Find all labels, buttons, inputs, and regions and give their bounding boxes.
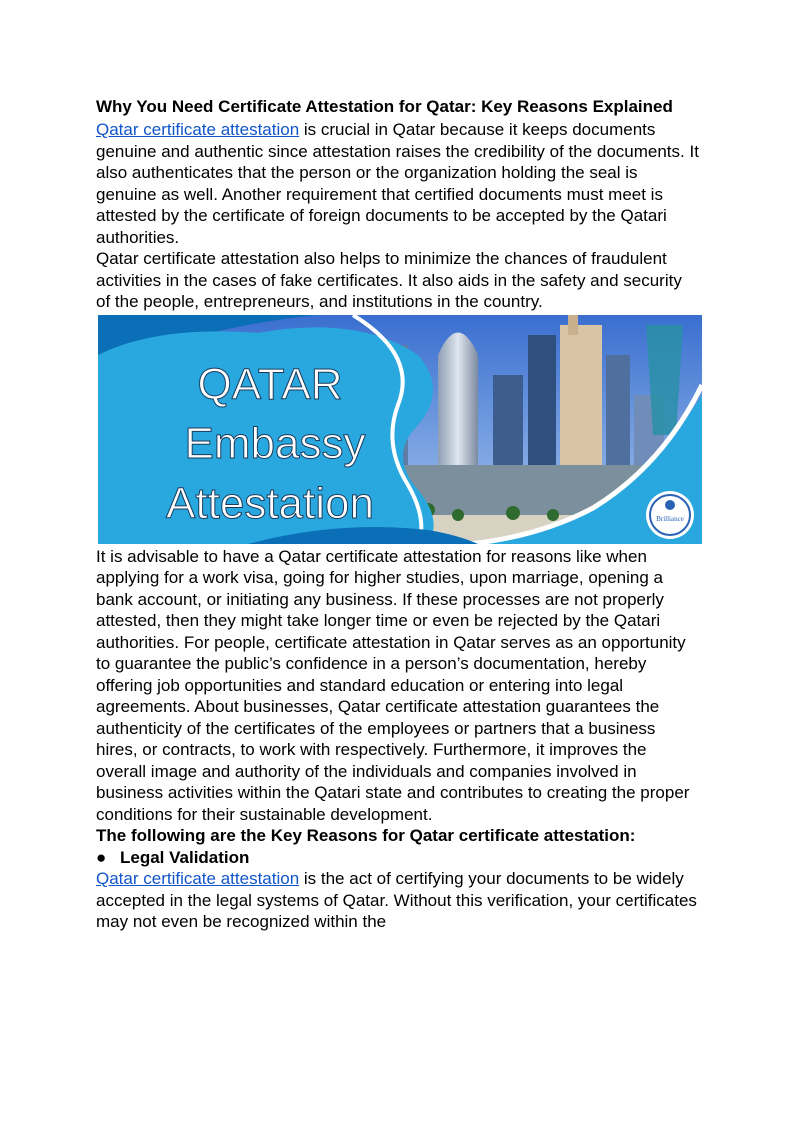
banner-line-embassy: Embassy xyxy=(184,418,366,468)
reasons-paragraph: It is advisable to have a Qatar certificate attestation for reasons like when applying for a work visa, going for higher studies, upon marriage, opening a bank account, or initiating any business. If these processes are not properly attested, then they might take longer time or even be rejected by the Qatari authorities. For people, certificate attestation in Qatar serves as an opportunity to guarantee the public’s confidence in a person’s documentation, hereby offering job opportunities and standard education or entering into legal agreements. About businesses, Qatar certificate attestation guarantees the authenticity of the certificates of the employees or partners that a business hires, or contracts, to work with respectively. Furthermore, it improves the overall image and authority of the individuals and companies involved in business activities within the Qatari state and contributes to creating the proper conditions for their sustainable development. xyxy=(96,546,690,824)
page-title: Why You Need Certificate Attestation for Qatar: Key Reasons Explained xyxy=(96,97,673,116)
qatar-embassy-banner xyxy=(98,315,702,544)
brilliance-logo xyxy=(646,491,694,539)
intro-paragraph-text: is crucial in Qatar because it keeps documents genuine and authentic since attestation raises the credibility of the documents. It also authenticates that the person or the organization holding the seal is genuine as well. Another requirement that certified documents must meet is attested by the certificate of foreign documents to be accepted by the Qatari authorities. xyxy=(96,120,699,247)
banner-line-attestation: Attestation xyxy=(166,478,374,528)
intro-paragraph xyxy=(96,119,700,248)
key-reasons-heading: The following are the Key Reasons for Qatar certificate attestation: xyxy=(96,826,636,845)
document-page xyxy=(96,94,700,933)
legal-validation-paragraph xyxy=(96,868,700,933)
list-item xyxy=(96,847,700,869)
qatar-attestation-link[interactable]: Qatar certificate attestation xyxy=(96,120,300,139)
qatar-attestation-link-2[interactable]: Qatar certificate attestation xyxy=(96,869,300,888)
logo-text: Brilliance xyxy=(656,514,684,523)
bullet-icon: ● xyxy=(96,847,107,867)
banner-line-qatar: QATAR xyxy=(197,359,343,409)
bullet-label: Legal Validation xyxy=(120,847,250,867)
key-reasons-list xyxy=(96,847,700,869)
fraud-paragraph: Qatar certificate attestation also helps to minimize the chances of fraudulent activities in the cases of fake certificates. It also aids in the safety and security of the people, entrepreneurs, and institutions in the country. xyxy=(96,249,682,311)
legal-validation-text: is the act of certifying your documents to be widely accepted in the legal systems of Qatar. Without this verification, your certificates may not even be recognized within the xyxy=(96,869,697,931)
